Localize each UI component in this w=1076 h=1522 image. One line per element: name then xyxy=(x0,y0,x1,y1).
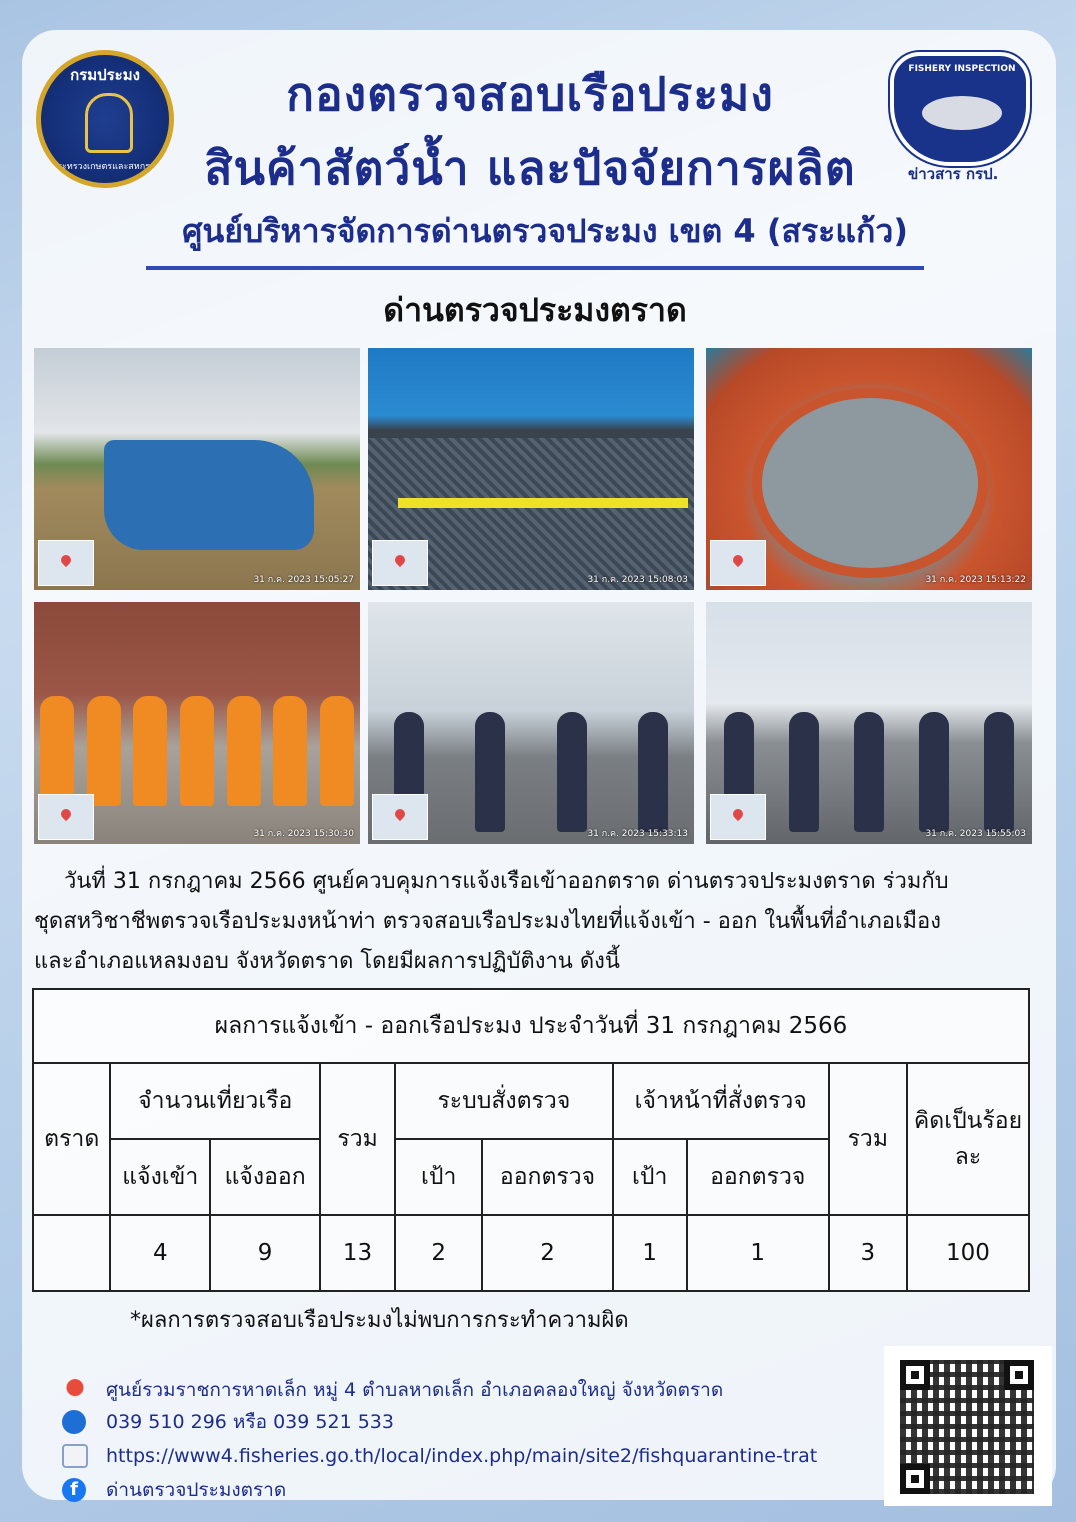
facebook-link[interactable]: ด่านตรวจประมงตราด xyxy=(106,1479,287,1501)
photo-timestamp: 31 ก.ค. 2023 15:13:22 xyxy=(925,575,1026,585)
photo-timestamp: 31 ก.ค. 2023 15:55:03 xyxy=(925,829,1026,839)
group-officer: เจ้าหน้าที่สั่งตรวจ xyxy=(613,1063,829,1139)
map-pin-icon xyxy=(62,1378,88,1402)
cell-off-inspect: 1 xyxy=(687,1215,829,1291)
section-heading: ด่านตรวจประมงตราด xyxy=(383,291,687,329)
globe-icon xyxy=(62,1444,88,1468)
group-trips: จำนวนเที่ยวเรือ xyxy=(110,1063,320,1139)
logo-left-ring-top: กรมประมง xyxy=(70,66,140,84)
photo-timestamp: 31 ก.ค. 2023 15:33:13 xyxy=(587,829,688,839)
map-thumbnail xyxy=(372,794,428,840)
basket-shape xyxy=(752,388,988,578)
boat-shape xyxy=(104,440,314,550)
col-off-inspect: ออกตรวจ xyxy=(687,1139,829,1215)
photo-net-measurement xyxy=(368,348,694,590)
cell-total-inspect: 3 xyxy=(829,1215,907,1291)
map-thumbnail xyxy=(38,540,94,586)
intro-line-3: และอำเภอแหลมงอบ จังหวัดตราด โดยมีผลการปฏิบัติงาน ดังนี้ xyxy=(34,949,620,974)
results-table xyxy=(32,988,1030,1292)
contact-website[interactable] xyxy=(62,1440,862,1472)
photo-timestamp: 31 ก.ค. 2023 15:08:03 xyxy=(587,575,688,585)
page-subtitle: ศูนย์บริหารจัดการด่านตรวจประมง เขต 4 (สระแก้ว) xyxy=(182,212,908,250)
cell-sys-inspect: 2 xyxy=(482,1215,612,1291)
intro-line-2: ชุดสหวิชาชีพตรวจเรือประมงหน้าท่า ตรวจสอบเรือประมงไทยที่แจ้งเข้า - ออก ในพื้นที่อำเภอเมือง xyxy=(34,909,941,934)
cell-total-trips: 13 xyxy=(320,1215,395,1291)
cell-off-target: 1 xyxy=(613,1215,687,1291)
department-of-fisheries-logo xyxy=(36,50,174,188)
photo-fishing-boat xyxy=(34,348,360,590)
intro-paragraph xyxy=(34,862,1044,982)
phone-text: 039 510 296 หรือ 039 521 533 xyxy=(106,1411,394,1433)
map-thumbnail xyxy=(372,540,428,586)
photo-crew-life-jackets xyxy=(34,602,360,844)
cell-empty xyxy=(33,1215,110,1291)
contact-phone xyxy=(62,1406,862,1438)
map-thumbnail xyxy=(710,794,766,840)
cell-in: 4 xyxy=(110,1215,210,1291)
shield-icon xyxy=(890,52,1030,166)
qr-finder-bottom-left xyxy=(900,1464,930,1494)
emblem-icon xyxy=(85,93,133,153)
col-percent: คิดเป็นร้อยละ xyxy=(907,1063,1029,1215)
map-thumbnail xyxy=(710,540,766,586)
map-thumbnail xyxy=(38,794,94,840)
phone-icon xyxy=(62,1410,86,1434)
page-title-line1: กองตรวจสอบเรือประมง xyxy=(286,67,774,121)
contact-facebook[interactable] xyxy=(62,1474,862,1506)
table-caption: ผลการแจ้งเข้า - ออกเรือประมง ประจำวันที่ 31 กรกฎาคม 2566 xyxy=(33,989,1029,1063)
photo-pier-inspection xyxy=(368,602,694,844)
address-text: ศูนย์รวมราชการหาดเล็ก หมู่ 4 ตำบลหาดเล็ก อำเภอคลองใหญ่ จังหวัดตราด xyxy=(106,1379,724,1401)
qr-finder-top-right xyxy=(1004,1360,1034,1390)
qr-code xyxy=(884,1346,1052,1506)
facebook-icon: f xyxy=(62,1478,86,1502)
qr-finder-top-left xyxy=(900,1360,930,1390)
photo-timestamp: 31 ก.ค. 2023 15:05:27 xyxy=(253,575,354,585)
page-title-line2: สินค้าสัตว์น้ำ และปัจจัยการผลิต xyxy=(204,141,856,195)
fishery-inspection-logo xyxy=(890,52,1040,182)
logo-right-ring-text: FISHERY INSPECTION xyxy=(908,64,1016,74)
col-sys-inspect: ออกตรวจ xyxy=(482,1139,612,1215)
measuring-tape xyxy=(398,498,688,508)
col-sys-target: เป้า xyxy=(395,1139,482,1215)
cell-out: 9 xyxy=(210,1215,320,1291)
result-note: *ผลการตรวจสอบเรือประมงไม่พบการกระทำความผิด xyxy=(130,1308,629,1333)
website-link[interactable]: https://www4.fisheries.go.th/local/index.php/main/site2/fishquarantine-trat xyxy=(106,1445,818,1467)
table-row xyxy=(33,1215,1029,1291)
title-divider xyxy=(146,266,924,270)
photo-net-basket xyxy=(706,348,1032,590)
cell-sys-target: 2 xyxy=(395,1215,482,1291)
photo-timestamp: 31 ก.ค. 2023 15:30:30 xyxy=(253,829,354,839)
col-off-target: เป้า xyxy=(613,1139,687,1215)
contact-address xyxy=(62,1374,862,1406)
photo-officers-at-port xyxy=(706,602,1032,844)
logo-right-caption: ข่าวสาร กรป. xyxy=(908,165,999,183)
logo-left-ring-bottom: กระทรวงเกษตรและสหกรณ์ xyxy=(51,162,159,172)
intro-line-1: วันที่ 31 กรกฎาคม 2566 ศูนย์ควบคุมการแจ้งเรือเข้าออกตราด ด่านตรวจประมงตราด ร่วมกับ xyxy=(64,869,949,894)
col-out: แจ้งออก xyxy=(210,1139,320,1215)
cell-percent: 100 xyxy=(907,1215,1029,1291)
group-system: ระบบสั่งตรวจ xyxy=(395,1063,613,1139)
col-in: แจ้งเข้า xyxy=(110,1139,210,1215)
col-total-inspect: รวม xyxy=(829,1063,907,1215)
wing-emblem-icon xyxy=(922,96,1002,130)
col-total-trips: รวม xyxy=(320,1063,395,1215)
row-header-trat: ตราด xyxy=(33,1063,110,1215)
